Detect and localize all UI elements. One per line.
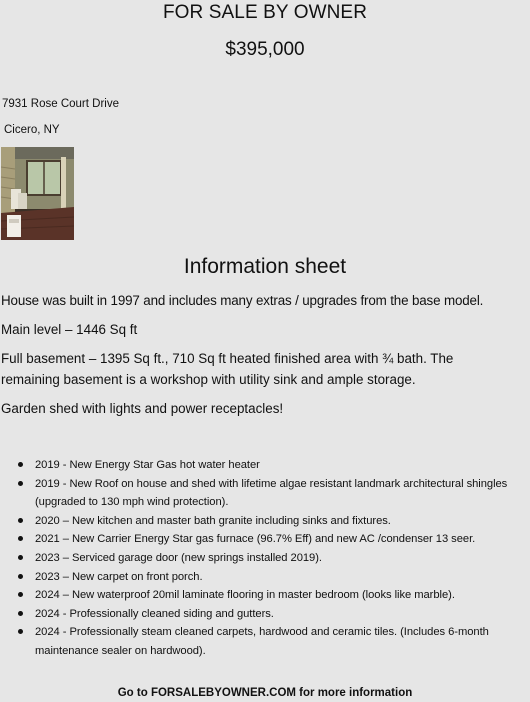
paragraph-build-year: House was built in 1997 and includes many extras / upgrades from the base model. (1, 293, 484, 308)
upgrades-list (0, 456, 530, 661)
bullet-icon (18, 518, 23, 523)
bullet-icon (18, 611, 23, 616)
bullet-icon (18, 462, 23, 467)
porch-photo-image (1, 147, 74, 240)
list-item-text: 2024 - Professionally cleaned siding and gutters. (35, 607, 274, 620)
city-state: Cicero, NY (4, 124, 60, 136)
porch-photo (1, 147, 74, 240)
list-item-text: 2021 – New Carrier Energy Star gas furnace (96.7% Eff) and new AC /condenser 13 seer. (35, 533, 476, 546)
list-item (0, 623, 530, 660)
list-item-text: 2019 - New Energy Star Gas hot water heater (35, 459, 260, 471)
list-item (0, 530, 530, 549)
list-item (0, 456, 530, 475)
list-item-text: 2023 – New carpet on front porch. (35, 570, 203, 583)
flyer-title: FOR SALE BY OWNER (162, 2, 368, 23)
paragraph-main-level: Main level – 1446 Sq ft (1, 322, 138, 337)
paragraph-garden-shed: Garden shed with lights and power receptacles! (1, 401, 284, 416)
list-item (0, 568, 530, 587)
bullet-icon (18, 592, 23, 597)
paragraph-basement: Full basement – 1395 Sq ft., 710 Sq ft heated finished area with ¾ bath. The remaining basement is a workshop with utility sink and ample storage. (1, 351, 454, 387)
bullet-icon (18, 629, 23, 634)
list-item (0, 605, 530, 624)
list-item (0, 586, 530, 605)
bullet-icon (18, 555, 23, 560)
bullet-icon (18, 574, 23, 579)
list-item (0, 475, 530, 512)
list-item-text: 2024 – New waterproof 20mil laminate flooring in master bedroom (looks like marble). (35, 589, 455, 602)
price: $395,000 (225, 39, 305, 60)
list-item-text: 2020 – New kitchen and master bath granite including sinks and fixtures. (35, 514, 391, 527)
list-item (0, 549, 530, 568)
footer-link-text: Go to FORSALEBYOWNER.COM for more information (117, 687, 413, 699)
information-sheet-heading: Information sheet (183, 255, 347, 278)
bullet-icon (18, 536, 23, 541)
street-address: 7931 Rose Court Drive (2, 98, 119, 110)
bullet-icon (18, 481, 23, 486)
list-item-text: 2024 - Professionally steam cleaned carpets, hardwood and ceramic tiles. (Includes 6-month maintenance sealer on hardwood). (35, 626, 489, 657)
list-item-text: 2023 – Serviced garage door (new springs installed 2019). (35, 551, 322, 564)
list-item (0, 512, 530, 531)
list-item-text: 2019 - New Roof on house and shed with lifetime algae resistant landmark architectural shingles (upgraded to 130 mph wind protection). (35, 477, 508, 509)
